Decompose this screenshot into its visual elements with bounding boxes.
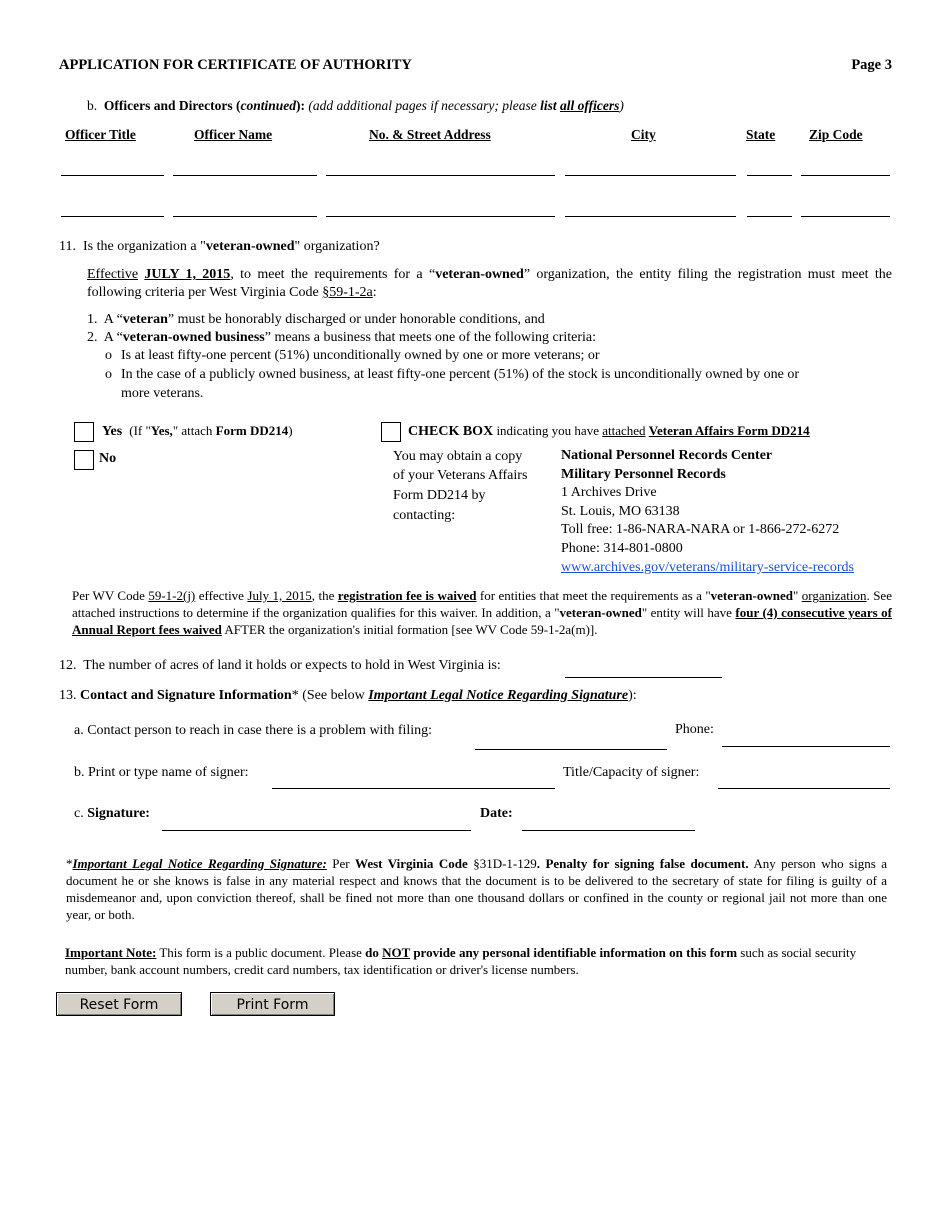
important-note: Important Note: This form is a public document. Please do NOT provide any personal identifiable information on this form such as social security number, bank account numbers, credit card numbers, tax identification or driver's license numbers. (65, 945, 857, 977)
signature-label: c. Signature: (74, 806, 150, 821)
q11-effective-paragraph: Effective JULY 1, 2015, to meet the requirements for a “veteran-owned” organization, the entity filing the registration must meet the following criteria per West Virginia Code §59-1-2a: (87, 267, 892, 300)
officer-row2-title-field[interactable] (61, 216, 164, 217)
officer-row1-address-field[interactable] (326, 175, 555, 176)
officer-row1-state-field[interactable] (747, 175, 792, 176)
officer-row1-title-field[interactable] (61, 175, 164, 176)
q11-subitem-2-bullet: o (105, 367, 112, 382)
phone-number: Phone: 314-801-0800 (561, 541, 683, 556)
q11-subitem-2: In the case of a publicly owned business, at least fifty-one percent (51%) of the stock is unconditionally owned by one or (121, 367, 800, 382)
col-officer-name: Officer Name (194, 127, 273, 142)
signer-title-field[interactable] (718, 788, 890, 789)
officer-row2-state-field[interactable] (747, 216, 792, 217)
signer-name-field[interactable] (272, 788, 555, 789)
contact-person-field[interactable] (475, 749, 667, 750)
obtain-line-1: You may obtain a copy (393, 449, 523, 464)
officer-row1-zip-field[interactable] (801, 175, 890, 176)
archives-link[interactable]: www.archives.gov/veterans/military-service-records (561, 560, 854, 575)
obtain-line-3: Form DD214 by (393, 488, 486, 503)
yes-checkbox[interactable] (74, 422, 94, 442)
signature-field[interactable] (162, 830, 471, 831)
q11-question: 11. Is the organization a "veteran-owned" organization? (59, 239, 380, 254)
q12-question: 12. The number of acres of land it holds or expects to hold in West Virginia is: (59, 658, 501, 673)
col-street-address: No. & Street Address (369, 127, 491, 142)
col-city: City (631, 127, 656, 142)
contact-person-label: a. Contact person to reach in case there is a problem with filing: (74, 723, 433, 738)
page-number: Page 3 (851, 57, 892, 73)
dd214-checkbox-label: CHECK BOX indicating you have attached Veteran Affairs Form DD214 (408, 423, 810, 439)
yes-label: Yes (If "Yes," attach Form DD214) (102, 423, 293, 439)
officers-heading: b. Officers and Directors (continued): (add additional pages if necessary; please list all officers) (87, 98, 624, 113)
dd214-attached-checkbox[interactable] (381, 422, 401, 442)
toll-free: Toll free: 1-86-NARA-NARA or 1-866-272-6272 (561, 522, 840, 537)
col-state: State (746, 127, 776, 142)
officer-row2-zip-field[interactable] (801, 216, 890, 217)
legal-notice: *Important Legal Notice Regarding Signature: Per West Virginia Code §31D-1-129. Penalty for signing false document. Any person who signs a document he or she knows is false in any material respect and knows that the document is to be delivered to the secretary of state for filing is guilty of a misdemeanor and, upon conviction thereof, shall be fined not more than one thousand dollars or confined in the county or regional jail not more than one year, or both. (66, 856, 887, 922)
date-field[interactable] (522, 830, 695, 831)
waiver-paragraph: Per WV Code 59-1-2(j) effective July 1, 2015, the registration fee is waived for entities that meet the requirements as a "veteran-owned" organization. See attached instructions to determine if the organization qualifies for this waiver. In addition, a "veteran-owned" entity will have four (4) consecutive years of Annual Report fees waived AFTER the organization's initial formation [see WV Code 59-1-2a(m)]. (72, 588, 892, 637)
npr-center: National Personnel Records Center (561, 448, 773, 463)
signer-name-label: b. Print or type name of signer: (74, 765, 249, 780)
officer-row2-city-field[interactable] (565, 216, 736, 217)
date-label: Date: (480, 806, 513, 821)
col-officer-title: Officer Title (65, 127, 136, 142)
print-form-button[interactable]: Print Form (210, 992, 335, 1016)
officer-row1-name-field[interactable] (173, 175, 317, 176)
q11-subitem-2-cont: more veterans. (121, 386, 204, 401)
q11-item-1: 1. A “veteran” must be honorably discharged or under honorable conditions, and (87, 312, 545, 327)
no-label: No (99, 451, 117, 466)
no-checkbox[interactable] (74, 450, 94, 470)
phone-field[interactable] (722, 746, 890, 747)
phone-label: Phone: (675, 722, 714, 737)
signer-title-label: Title/Capacity of signer: (563, 765, 700, 780)
officer-row2-name-field[interactable] (173, 216, 317, 217)
reset-form-button[interactable]: Reset Form (56, 992, 182, 1016)
q11-item-2: 2. A “veteran-owned business” means a business that meets one of the following criteria: (87, 330, 597, 345)
form-title: APPLICATION FOR CERTIFICATE OF AUTHORITY (59, 57, 412, 73)
address-line-2: St. Louis, MO 63138 (561, 504, 680, 519)
acres-field[interactable] (565, 677, 722, 678)
officer-row2-address-field[interactable] (326, 216, 555, 217)
col-zip-code: Zip Code (809, 127, 863, 142)
obtain-line-2: of your Veterans Affairs (393, 468, 528, 483)
address-line-1: 1 Archives Drive (561, 485, 657, 500)
military-records: Military Personnel Records (561, 467, 726, 482)
obtain-line-4: contacting: (393, 508, 456, 523)
officer-row1-city-field[interactable] (565, 175, 736, 176)
q13-heading: 13. Contact and Signature Information* (See below Important Legal Notice Regarding Signature): (59, 688, 637, 703)
q11-subitem-1-bullet: o (105, 348, 112, 363)
q11-subitem-1: Is at least fifty-one percent (51%) unconditionally owned by one or more veterans; or (121, 348, 600, 363)
